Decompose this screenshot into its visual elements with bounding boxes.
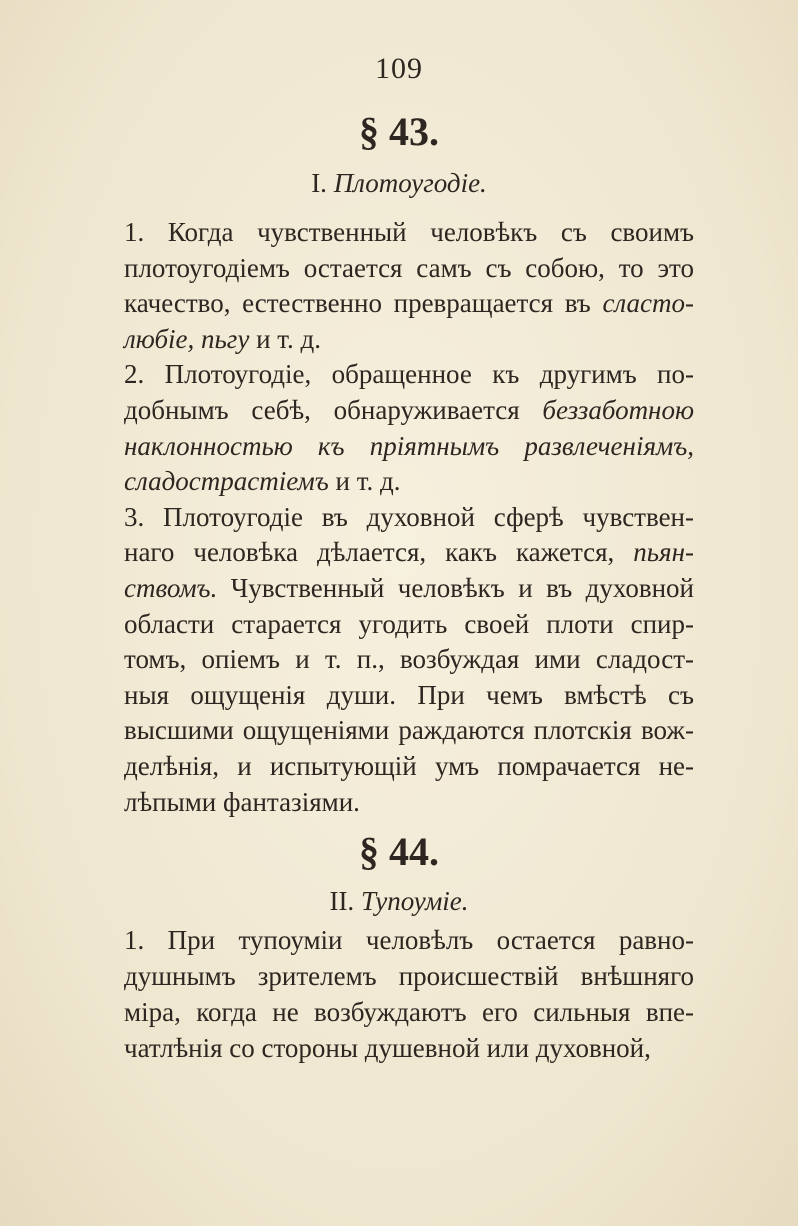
text-line (124, 604, 694, 644)
italic-run: любіе, пьгу (124, 323, 250, 354)
text-run: 2. Плотоугодіе, обращенное къ другимъ по- (124, 359, 694, 390)
section-44-title: Тупоуміе. (360, 886, 469, 916)
text-line (124, 390, 694, 430)
section-43-heading: § 43. (359, 109, 439, 154)
text-line (124, 992, 694, 1032)
text-line (124, 675, 694, 715)
text-line (124, 461, 694, 501)
text-line (124, 319, 694, 359)
text-run: лѣпыми фантазіями. (124, 786, 360, 817)
section-44-heading: § 44. (359, 829, 439, 874)
text-run: качество, естественно превращается въ (124, 288, 603, 319)
section-44-numeral: II. (329, 886, 355, 916)
italic-run: сласто- (602, 288, 694, 319)
text-run: плотоугодіемъ остается самъ съ собою, то это (124, 252, 694, 283)
text-run: томъ, опіемъ и т. п., возбуждая ими сладост- (124, 644, 694, 675)
text-run: чатлѣнія со стороны душевной или духовной, (124, 1033, 651, 1063)
text-line (124, 354, 694, 394)
text-run: и т. д. (249, 323, 322, 354)
text-run: 1. Когда чувственный человѣкъ съ своимъ (124, 217, 694, 247)
text-line (124, 212, 694, 252)
text-run: области старается угодить своей плоти спир- (124, 608, 694, 639)
text-run: Чувственный человѣкъ и въ духовной (217, 573, 694, 603)
text-run: 1. При тупоуміи человѣлъ остается равно- (124, 925, 694, 955)
text-run: и т. д. (328, 466, 401, 497)
text-line (124, 568, 694, 608)
text-line (124, 248, 694, 288)
italic-run: ствомъ. (124, 573, 218, 603)
text-line (124, 710, 694, 750)
text-run: делѣнія, и испытующій умъ помрачается не- (124, 751, 694, 781)
italic-run: наклонностью къ пріятнымъ развлеченіямъ, (124, 430, 694, 461)
text-line (124, 1028, 694, 1068)
text-line (124, 283, 694, 323)
text-line (124, 497, 694, 537)
italic-run: пьян- (633, 537, 694, 568)
text-run: высшими ощущеніями раждаются плотскія вож- (124, 715, 694, 746)
page-number: 109 (375, 52, 423, 85)
text-line (124, 532, 694, 572)
text-run: наго человѣка дѣлается, какъ кажется, (124, 537, 634, 568)
text-line (124, 782, 694, 822)
text-run: душнымъ зрителемъ происшествій внѣшняго (124, 961, 694, 991)
text-line (124, 426, 694, 466)
section-43-title: Плотоугодіе. (333, 168, 487, 198)
text-run: ныя ощущенія души. При чемъ вмѣстѣ съ (124, 679, 694, 710)
section-43-numeral: I. (311, 168, 327, 198)
text-line (124, 746, 694, 786)
text-line (124, 920, 694, 960)
text-line (124, 956, 694, 996)
text-run: 3. Плотоугодіе въ духовной сферѣ чувствен- (124, 501, 694, 532)
italic-run: сладострастіемъ (124, 466, 329, 497)
text-line (124, 639, 694, 679)
text-run: добнымъ себѣ, обнаруживается (124, 395, 543, 425)
section-43-subheading (0, 168, 798, 199)
section-44-subheading (0, 886, 798, 917)
text-run: міра, когда не возбуждаютъ его сильныя впе- (124, 997, 694, 1027)
italic-run: беззаботною (542, 395, 694, 425)
